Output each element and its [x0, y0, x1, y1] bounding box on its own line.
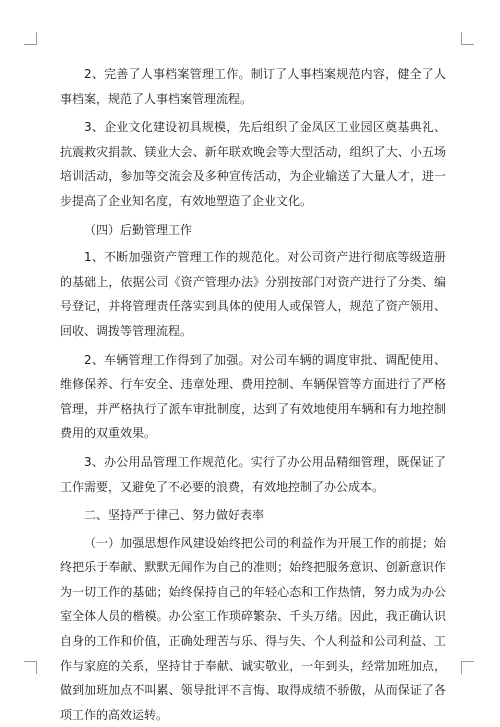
paragraph-vehicle-management: 2、车辆管理工作得到了加强。对公司车辆的调度审批、调配使用、维修保养、行车安全、违章处理、费用控制、车辆保管等方面进行了严格管理，并严格执行了派车审批制度，达到了有效地使用车辆和有力地控制费用的双重效果。	[60, 352, 446, 441]
paragraph-corporate-culture: 3、企业文化建设初具规模，先后组织了金凤区工业园区奠基典礼、抗震救灾捐款、镁业大会、新年联欢晚会等大型活动，组织了大、小五场培训活动，参加等交流会及多种宣传活动，为企业输送了大量人才，进一步提高了企业知名度，有效地塑造了企业文化。	[60, 120, 446, 208]
crop-mark-bottom-right	[461, 661, 474, 674]
paragraph-work-style: （一）加强思想作风建设始终把公司的利益作为开展工作的前提；始终把乐于奉献、默默无闻作为自己的准则；始终把服务意识、创新意识作为一切工作的基础；始终保持自己的年轻心态和工作热情，努力成为办公室全体人员的楷模。办公室工作琐碎繁杂、千头万绪。因此，我正确认识自身的工作和价值，正确处理苦与乐、得与失、个人利益和公司利益、工作与家庭的关系，坚持甘于奉献、诚实敬业，一年到头，经常加班加点，做到加班加点不叫累、领导批评不言悔、取得成绩不骄傲，从而保证了各项工作的高效运转。	[60, 535, 446, 722]
crop-mark-top-left	[24, 32, 37, 45]
section-heading-self-discipline: 二、坚持严于律己、努力做好表率	[84, 508, 265, 523]
paragraph-personnel-archives: 2、完善了人事档案管理工作。制订了人事档案规范内容，健全了人事档案，规范了人事档案管理流程。	[60, 67, 446, 106]
paragraph-asset-management: 1、不断加强资产管理工作的规范化。对公司资产进行彻底等级造册的基础上，依据公司《资产管理办法》分别按部门对资产进行了分类、编号登记，并将管理责任落实到具体的使用人或保管人，规范了资产领用、回收、调拨等管理流程。	[60, 250, 446, 338]
paragraph-office-supplies: 3、办公用品管理工作规范化。实行了办公用品精细管理，既保证了工作需要，又避免了不必要的浪费，有效地控制了办公成本。	[60, 454, 446, 494]
crop-mark-top-right	[461, 32, 474, 45]
document-body	[60, 62, 446, 727]
crop-mark-bottom-left	[24, 661, 37, 674]
section-heading-logistics: （四）后勤管理工作	[84, 222, 193, 237]
